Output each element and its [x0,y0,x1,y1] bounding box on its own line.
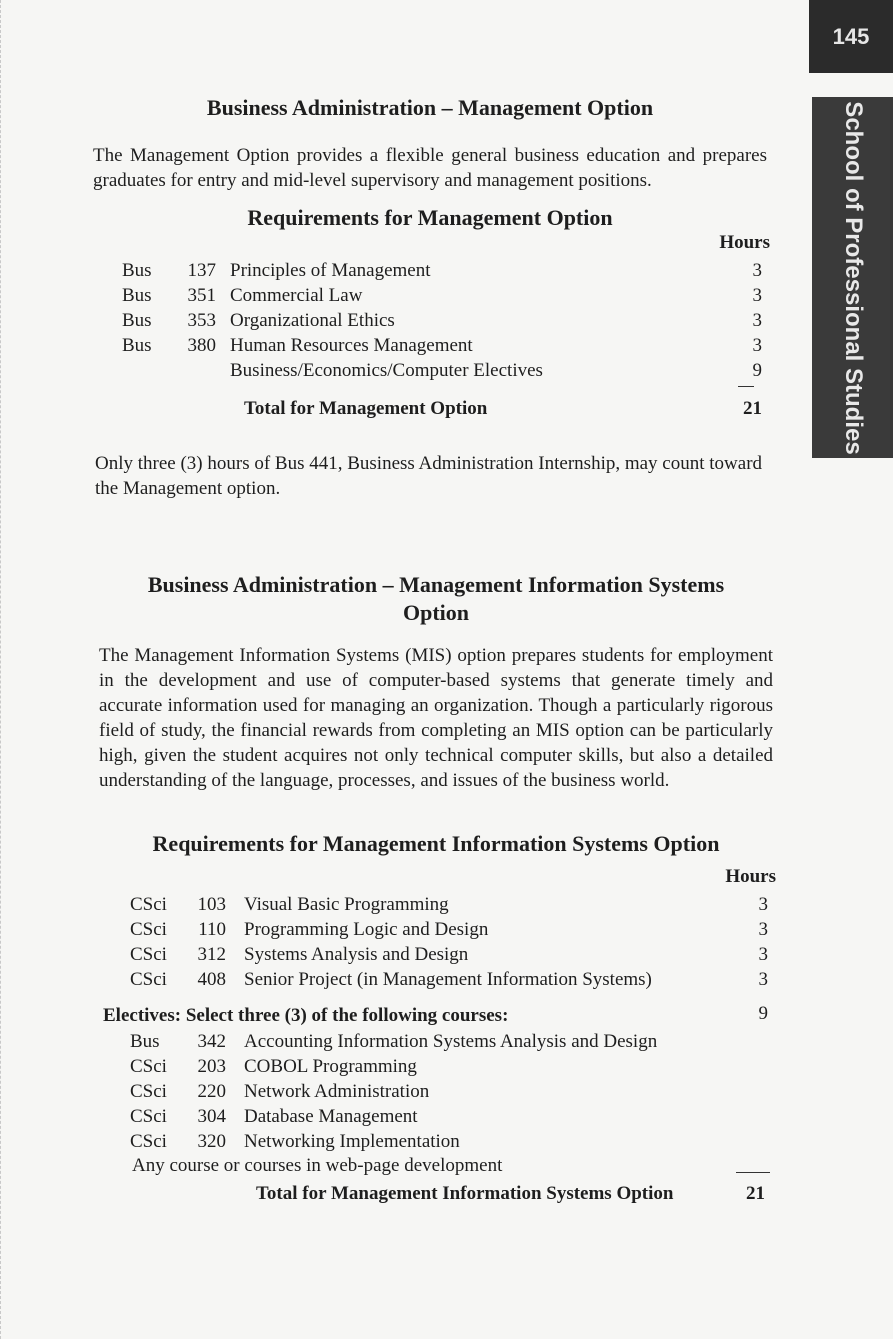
course-number: 320 [197,1131,226,1152]
section-tab [812,97,893,458]
course-hours: 9 [752,360,762,381]
course-name: Principles of Management [230,260,431,281]
table-row [122,283,762,308]
course-name: Senior Project (in Management Information Systems) [244,969,652,990]
mgmt-note-paragraph: Only three (3) hours of Bus 441, Business Administration Internship, may count toward the Management option. [95,453,763,499]
mgmt-requirements-title: Requirements for Management Option [247,205,613,230]
mgmt-total-rule [738,386,754,387]
course-hours: 3 [758,969,768,990]
course-hours: 3 [758,919,768,940]
course-dept [122,358,180,383]
course-name: Systems Analysis and Design [244,944,469,965]
mis-title-line2: Option [402,600,470,625]
mgmt-total-label: Total for Management Option [244,398,488,419]
table-row [122,258,762,283]
mis-section-title [90,571,782,627]
course-number: 103 [197,894,226,915]
mgmt-intro-paragraph: The Management Option provides a flexible general business education and prepares graduates for entry and mid-level supervisory and management positions. [93,145,767,191]
mis-total-rule [736,1172,770,1173]
table-row [122,358,762,383]
course-dept: CSci [130,1081,167,1102]
course-dept: CSci [130,1131,167,1152]
table-row [130,892,768,917]
course-dept: Bus [122,285,152,306]
mis-any-course-note: Any course or courses in web-page development [132,1155,503,1176]
course-name: Network Administration [244,1081,430,1102]
course-name: Database Management [244,1106,418,1127]
course-dept: Bus [122,310,152,331]
course-number: 353 [187,310,216,331]
table-row [130,1079,730,1104]
course-dept: CSci [130,944,167,965]
mis-electives-hours: 9 [758,1003,768,1024]
course-number: 203 [197,1056,226,1077]
table-row [130,967,768,992]
table-row [130,917,768,942]
course-name: Visual Basic Programming [244,894,449,915]
course-name: Business/Economics/Computer Electives [230,360,543,381]
course-number: 351 [187,285,216,306]
course-dept: CSci [130,1106,167,1127]
mis-total-hours: 21 [746,1183,765,1204]
course-number: 137 [187,260,216,281]
course-dept: Bus [130,1031,160,1052]
course-number: 312 [197,944,226,965]
mgmt-hours-header: Hours [719,232,770,253]
course-dept: CSci [130,1056,167,1077]
table-row [122,333,762,358]
mis-course-table [130,892,768,992]
mis-total-label: Total for Management Information Systems Option [256,1183,674,1204]
page-number: 145 [832,23,870,49]
course-number [180,358,230,383]
mis-intro-paragraph: The Management Information Systems (MIS) option prepares students for employment in the development and use of computer-based systems that generate timely and accurate information used for managing an organization. Though a particularly rigorous field of study, the financial rewards from completing an MIS option can be particularly high, given the student acquires not only technical computer skills, but also a detailed understanding of the language, processes, and issues of the business world. [99,645,773,791]
course-hours: 3 [752,335,762,356]
table-row [130,1129,730,1154]
course-hours: 3 [758,944,768,965]
course-name: Commercial Law [230,285,363,306]
mis-requirements-title: Requirements for Management Information Systems Option [152,831,720,856]
course-number: 408 [197,969,226,990]
course-dept: CSci [130,919,167,940]
page-number-tab [809,0,893,73]
course-name: Networking Implementation [244,1131,460,1152]
course-dept: Bus [122,260,152,281]
table-row [130,1029,730,1054]
course-hours: 3 [752,285,762,306]
mis-electives-label: Electives: Select three (3) of the following courses: [103,1005,509,1026]
course-number: 220 [197,1081,226,1102]
course-number: 380 [187,335,216,356]
course-dept: CSci [130,969,167,990]
mis-title-line1: Business Administration – Management Information Systems [147,572,725,597]
course-name: COBOL Programming [244,1056,417,1077]
course-dept: CSci [130,894,167,915]
course-number: 342 [197,1031,226,1052]
table-row [130,942,768,967]
mis-hours-header: Hours [725,866,776,887]
table-row [130,1104,730,1129]
course-hours: 3 [758,894,768,915]
mgmt-section-title: Business Administration – Management Option [206,95,654,120]
course-name: Accounting Information Systems Analysis and Design [244,1031,658,1052]
course-number: 110 [198,919,226,940]
section-tab-label: School of Professional Studies [839,100,867,455]
course-dept: Bus [122,335,152,356]
mis-electives-table [130,1029,730,1154]
course-hours: 3 [752,260,762,281]
course-hours: 3 [752,310,762,331]
table-row [130,1054,730,1079]
page-binding-edge [0,0,9,1339]
course-name: Programming Logic and Design [244,919,489,940]
table-row [122,308,762,333]
course-number: 304 [197,1106,226,1127]
course-name: Organizational Ethics [230,310,395,331]
mgmt-total-hours: 21 [743,398,762,419]
course-name: Human Resources Management [230,335,473,356]
mgmt-course-table [122,258,762,383]
